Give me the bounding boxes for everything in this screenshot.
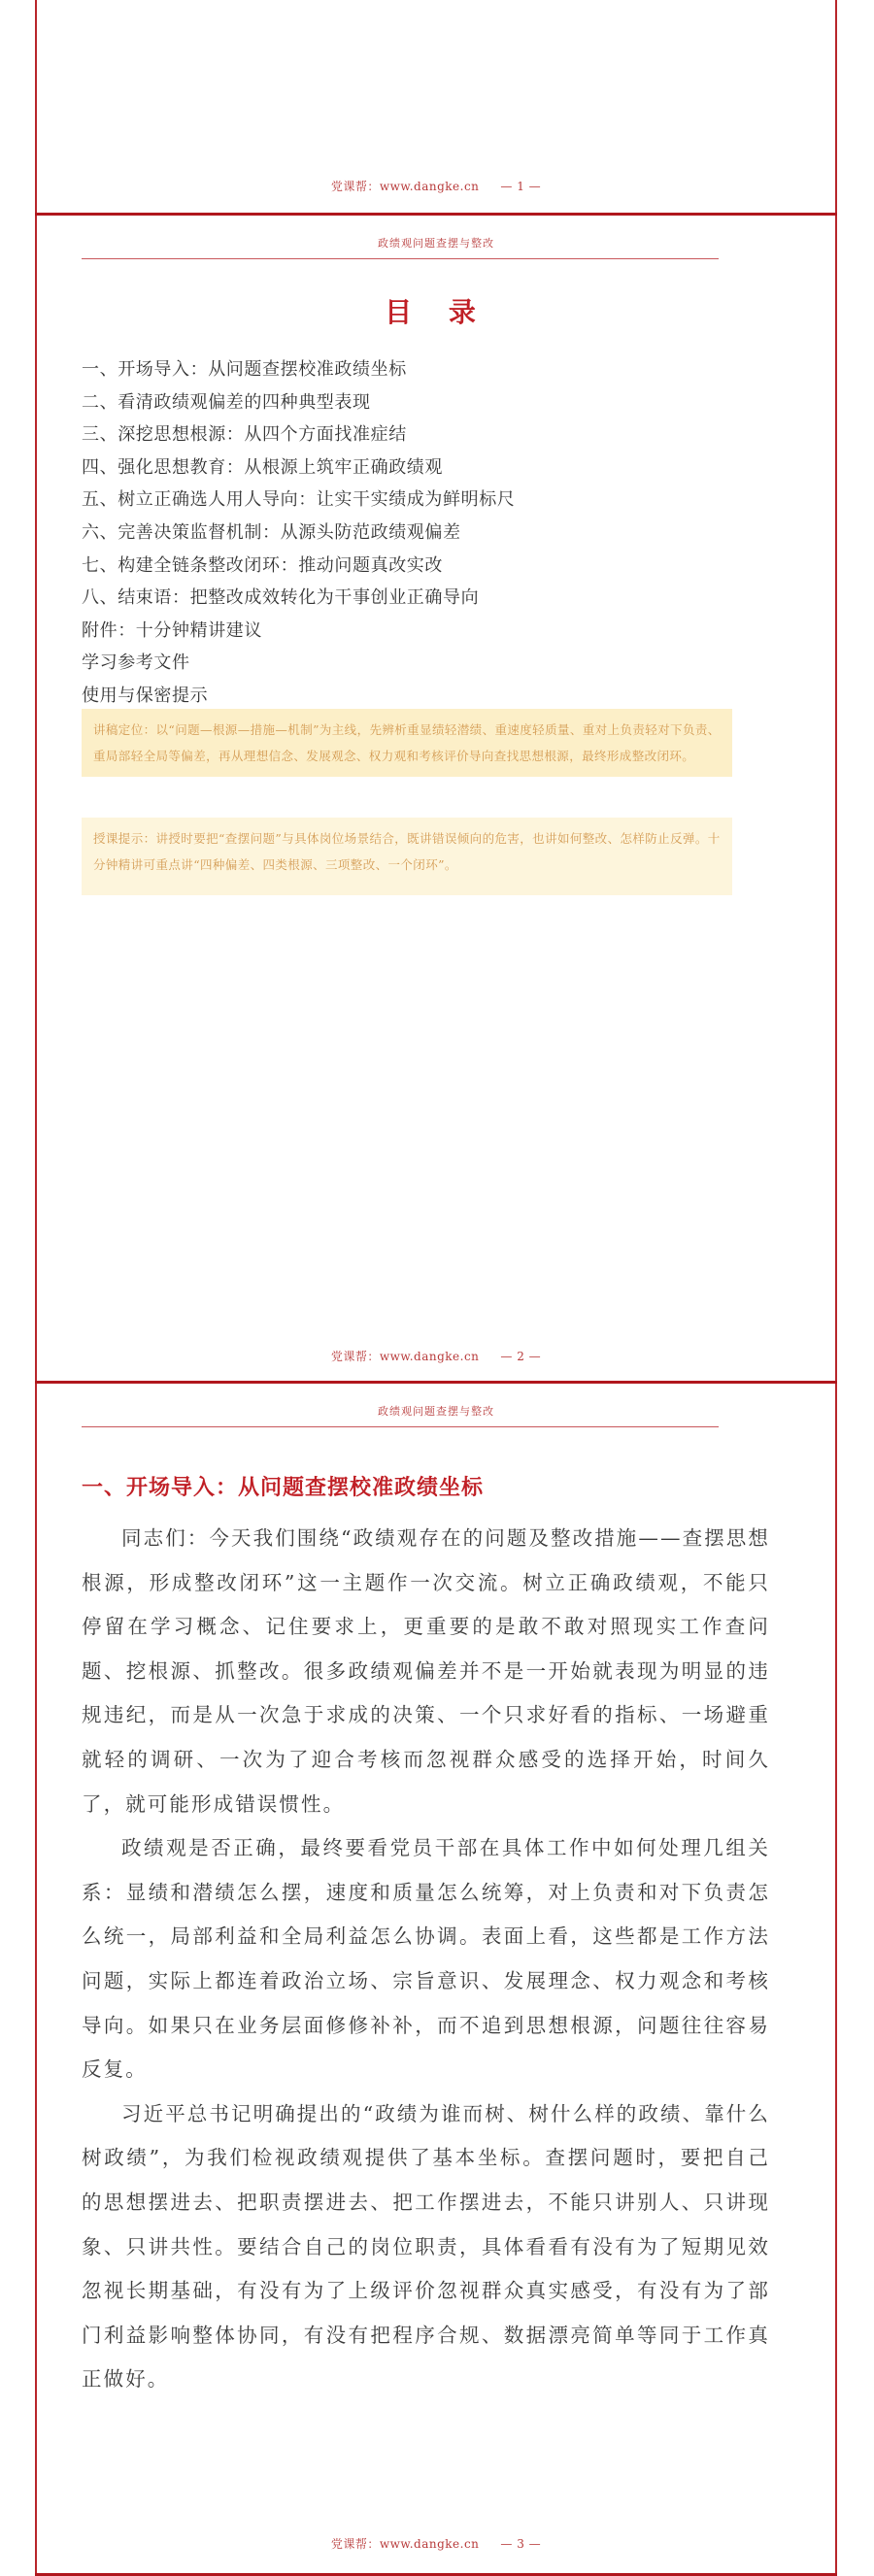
body-paragraph: 习近平总书记明确提出的“政绩为谁而树、树什么样的政绩、靠什么树政绩”，为我们检视政绩观提供了基本坐标。查摆问题时，要把自己的思想摆进去、把职责摆进去、把工作摆进去，不能只讲别人、只讲现象、只讲共性。要结合自己的岗位职责，具体看看有没有为了短期见效忽视长期基础，有没有为了上级评价忽视群众真实感受，有没有为了部门利益影响整体协同，有没有把程序合规、数据漂亮简单等同于工作真正做好。 bbox=[82, 2101, 770, 2392]
toc-item[interactable]: 四、强化思想教育：从根源上筑牢正确政绩观 bbox=[82, 456, 443, 478]
page-footer bbox=[37, 178, 835, 194]
toc-item[interactable]: 六、完善决策监督机制：从源头防范政绩观偏差 bbox=[82, 521, 461, 543]
table-of-contents bbox=[82, 353, 515, 713]
page-footer bbox=[37, 1348, 835, 1364]
toc-item[interactable]: 使用与保密提示 bbox=[82, 685, 209, 706]
toc-item[interactable]: 五、树立正确选人用人导向：让实干实绩成为鲜明标尺 bbox=[82, 489, 516, 511]
page-footer bbox=[37, 2535, 835, 2552]
footer-site: 党课帮：www.dangke.cn bbox=[330, 180, 480, 193]
page-number: — 3 — bbox=[500, 2537, 542, 2551]
toc-item[interactable]: 学习参考文件 bbox=[82, 652, 190, 674]
page-1 bbox=[35, 0, 837, 213]
section-body bbox=[82, 1517, 770, 2402]
toc-title: 目 录 bbox=[385, 296, 489, 328]
toc-item[interactable]: 七、构建全链条整改闭环：推动问题真改实改 bbox=[82, 554, 443, 576]
footer-site: 党课帮：www.dangke.cn bbox=[330, 1350, 480, 1363]
header-rule bbox=[82, 258, 719, 259]
running-head: 政绩观问题查摆与整改 bbox=[378, 1405, 494, 1418]
toc-item[interactable]: 三、深挖思想根源：从四个方面找准症结 bbox=[82, 424, 407, 446]
toc-item[interactable]: 八、结束语：把整改成效转化为干事创业正确导向 bbox=[82, 587, 480, 609]
toc-item[interactable]: 一、开场导入：从问题查摆校准政绩坐标 bbox=[82, 359, 407, 380]
toc-item[interactable]: 附件：十分钟精讲建议 bbox=[82, 619, 262, 641]
teaching-tips-note: 授课提示：讲授时要把“查摆问题”与具体岗位场景结合，既讲错误倾向的危害，也讲如何整改、怎样防止反弹。十分钟精讲可重点讲“四种偏差、四类根源、三项整改、一个闭环”。 bbox=[82, 818, 732, 895]
toc-item[interactable]: 二、看清政绩观偏差的四种典型表现 bbox=[82, 391, 371, 413]
footer-site: 党课帮：www.dangke.cn bbox=[330, 2537, 480, 2551]
body-paragraph: 政绩观是否正确，最终要看党员干部在具体工作中如何处理几组关系：显绩和潜绩怎么摆，速度和质量怎么统筹，对上负责和对下负责怎么统一，局部利益和全局利益怎么协调。表面上看，这些都是工作方法问题，实际上都连着政治立场、宗旨意识、发展理念、权力观念和考核导向。如果只在业务层面修修补补，而不追到思想根源，问题往往容易反复。 bbox=[82, 1836, 770, 2082]
page-number: — 1 — bbox=[500, 180, 542, 193]
positioning-note: 讲稿定位：以“问题—根源—措施—机制”为主线，先辨析重显绩轻潜绩、重速度轻质量、重对上负责轻对下负责、重局部轻全局等偏差，再从理想信念、发展观念、权力观和考核评价导向查找思想根源，最终形成整改闭环。 bbox=[82, 709, 732, 777]
section-heading: 一、开场导入：从问题查摆校准政绩坐标 bbox=[82, 1475, 485, 1499]
body-paragraph: 同志们：今天我们围绕“政绩观存在的问题及整改措施——查摆思想根源，形成整改闭环”这一主题作一次交流。树立正确政绩观，不能只停留在学习概念、记住要求上，更重要的是敢不敢对照现实工作查问题、挖根源、抓整改。很多政绩观偏差并不是一开始就表现为明显的违规违纪，而是从一次急于求成的决策、一个只求好看的指标、一场避重就轻的调研、一次为了迎合考核而忽视群众感受的选择开始，时间久了，就可能形成错误惯性。 bbox=[82, 1526, 770, 1816]
header-rule bbox=[82, 1426, 719, 1427]
running-head: 政绩观问题查摆与整改 bbox=[378, 237, 494, 250]
page-number: — 2 — bbox=[500, 1350, 542, 1363]
